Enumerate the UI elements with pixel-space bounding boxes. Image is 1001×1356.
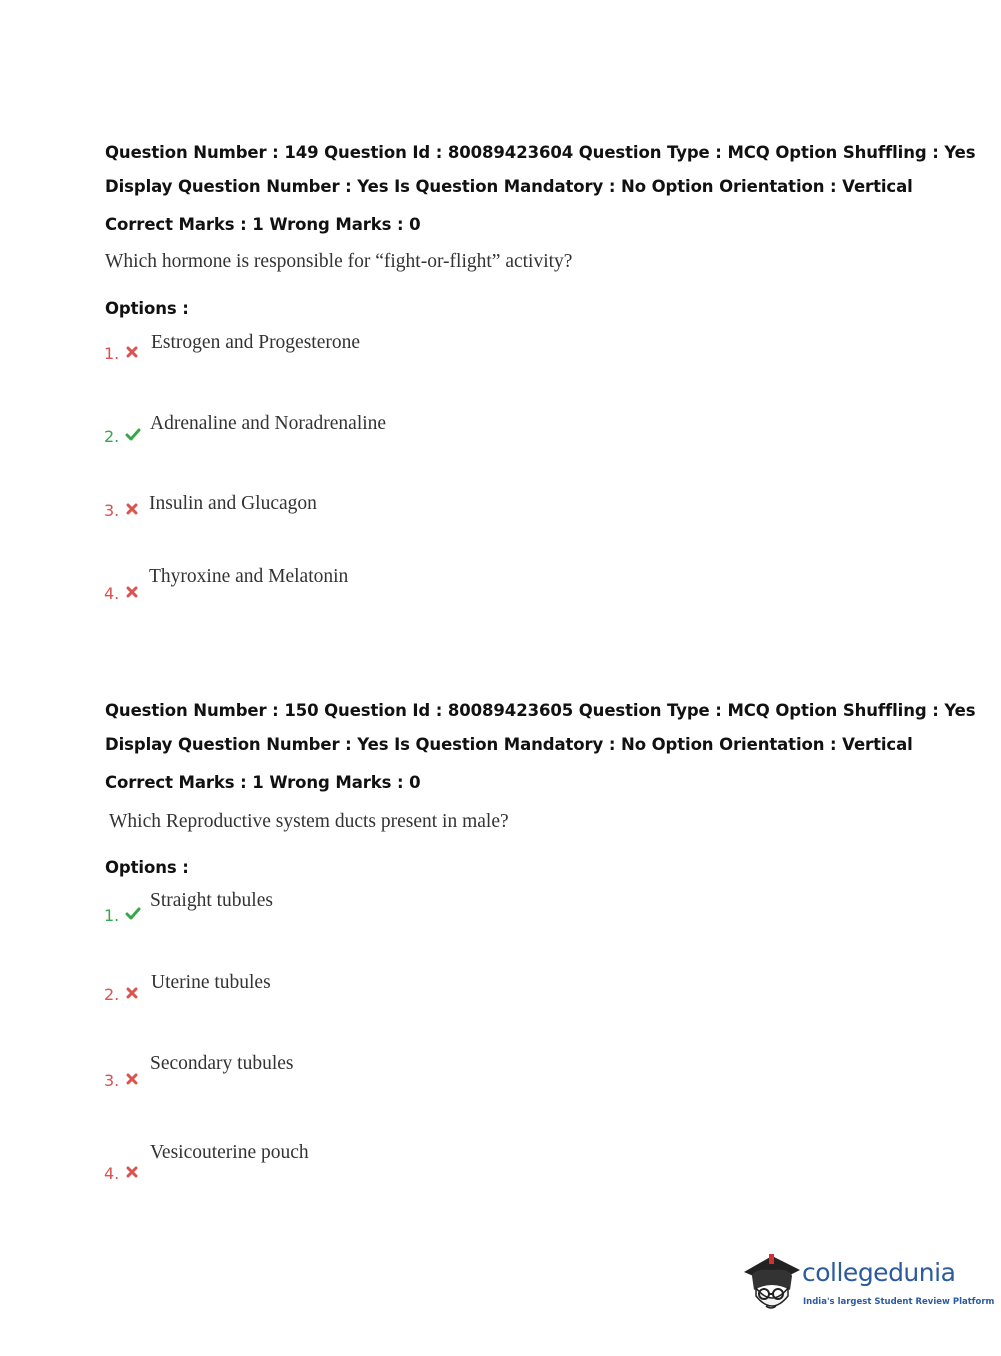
option-text: Vesicouterine pouch [150,1142,309,1163]
cross-icon [125,585,139,599]
option-number: 4. [104,1164,120,1183]
option-number: 3. [104,501,120,520]
option-number: 1. [104,344,120,363]
option-number: 3. [104,1071,120,1090]
question-150-options-label: Options : [105,858,189,877]
option-number: 1. [104,906,120,925]
option-text: Estrogen and Progesterone [151,332,361,353]
question-149-marks: Correct Marks : 1 Wrong Marks : 0 [105,215,421,234]
question-150-text: Which Reproductive system ducts present in male? [109,811,509,832]
question-150-meta-line-1: Question Number : 150 Question Id : 80089423605 Question Type : MCQ Option Shuffling : Yes [105,701,976,720]
cross-icon [125,345,139,359]
cross-icon [125,502,139,516]
check-icon [125,428,141,442]
collegedunia-logo [742,1250,995,1322]
logo-tagline: India's largest Student Review Platform [803,1297,995,1307]
question-149-meta-line-1: Question Number : 149 Question Id : 80089423604 Question Type : MCQ Option Shuffling : Yes [105,143,976,162]
option-text: Secondary tubules [150,1053,294,1074]
question-150-meta-line-2: Display Question Number : Yes Is Question Mandatory : No Option Orientation : Vertical [105,735,913,754]
logo-wordmark: collegedunia [802,1258,956,1287]
option-number: 2. [104,985,120,1004]
option-text: Insulin and Glucagon [149,493,317,514]
question-150-marks: Correct Marks : 1 Wrong Marks : 0 [105,773,421,792]
option-number: 4. [104,584,120,603]
option-number: 2. [104,427,120,446]
option-text: Adrenaline and Noradrenaline [150,413,387,434]
question-149-meta-line-2: Display Question Number : Yes Is Question Mandatory : No Option Orientation : Vertical [105,177,913,196]
graduate-mascot-icon [742,1250,802,1320]
option-text: Uterine tubules [151,972,271,993]
question-149-options-label: Options : [105,299,189,318]
cross-icon [125,1165,139,1179]
check-icon [125,907,141,921]
option-text: Straight tubules [150,890,273,911]
question-149-text: Which hormone is responsible for “fight-or-flight” activity? [105,251,573,272]
cross-icon [125,986,139,1000]
cross-icon [125,1072,139,1086]
option-text: Thyroxine and Melatonin [149,566,349,587]
